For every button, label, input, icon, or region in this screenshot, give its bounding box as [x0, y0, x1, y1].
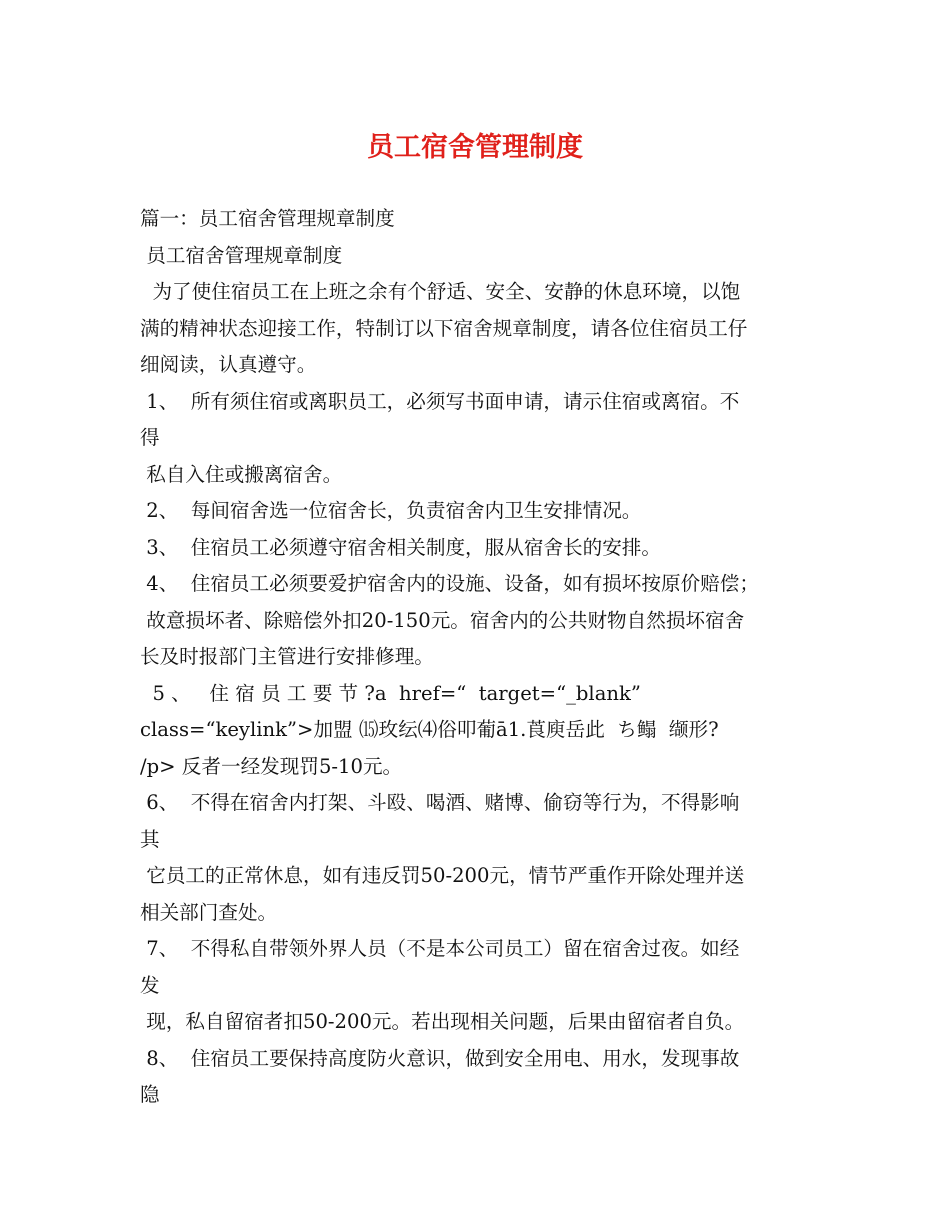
rule-line: class=“keylink”>加盟 ⒂玫纭⑷俗叩葡ā1.莨庾岳此 ち鳎 缬形?	[140, 718, 719, 741]
rule-line: 7、 不得私自带领外界人员（不是本公司员工）留在宿舍过夜。如经	[140, 937, 740, 960]
rule-line: 8、 住宿员工要保持高度防火意识，做到安全用电、用水，发现事故	[140, 1046, 740, 1070]
rule-line: 私自入住或搬离宿舍。	[140, 462, 343, 486]
rule-line: 2、 每间宿舍选一位宿舍长，负责宿舍内卫生安排情况。	[140, 499, 642, 522]
rule-line: 其	[140, 827, 160, 851]
rule-line: /p> 反者一经发现罚5-10元。	[140, 754, 403, 778]
intro-line: 为了使住宿员工在上班之余有个舒适、安全、安静的休息环境，以饱	[140, 280, 741, 303]
section-heading: 篇一：员工宿舍管理规章制度	[140, 207, 395, 230]
rule-line: 它员工的正常休息，如有违反罚50-200元，情节严重作开除处理并送	[140, 864, 745, 887]
rule-line: 6、 不得在宿舍内打架、斗殴、喝酒、赌博、偷窃等行为，不得影响	[140, 791, 740, 814]
subheading: 员工宿舍管理规章制度	[140, 243, 343, 267]
document-body	[140, 201, 830, 1114]
document-title: 员工宿舍管理制度	[367, 132, 583, 163]
rule-line: 4、 住宿员工必须要爱护宿舍内的设施、设备，如有损坏按原价赔偿；	[140, 572, 759, 595]
rule-line: 得	[140, 426, 160, 449]
rule-line: 长及时报部门主管进行安排修理。	[140, 645, 434, 668]
rule-line: 相关部门查处。	[140, 900, 278, 924]
rule-line: 现，私自留宿者扣50-200元。若出现相关问题，后果由留宿者自负。	[140, 1010, 745, 1033]
rule-line: 5 、 住 宿 员 工 要 节 ?a href=“ target=“_blank”	[140, 681, 641, 705]
intro-line: 满的精神状态迎接工作，特制订以下宿舍规章制度，请各位住宿员工仔	[140, 316, 748, 340]
intro-line: 细阅读，认真遵守。	[140, 353, 317, 376]
rule-line: 1、 所有须住宿或离职员工，必须写书面申请，请示住宿或离宿。不	[140, 389, 740, 413]
rule-line: 发	[140, 973, 160, 997]
rule-line: 3、 住宿员工必须遵守宿舍相关制度，服从宿舍长的安排。	[140, 535, 661, 559]
rule-line: 隐	[140, 1083, 160, 1106]
rule-line: 故意损坏者、除赔偿外扣20-150元。宿舍内的公共财物自然损坏宿舍	[140, 608, 745, 632]
